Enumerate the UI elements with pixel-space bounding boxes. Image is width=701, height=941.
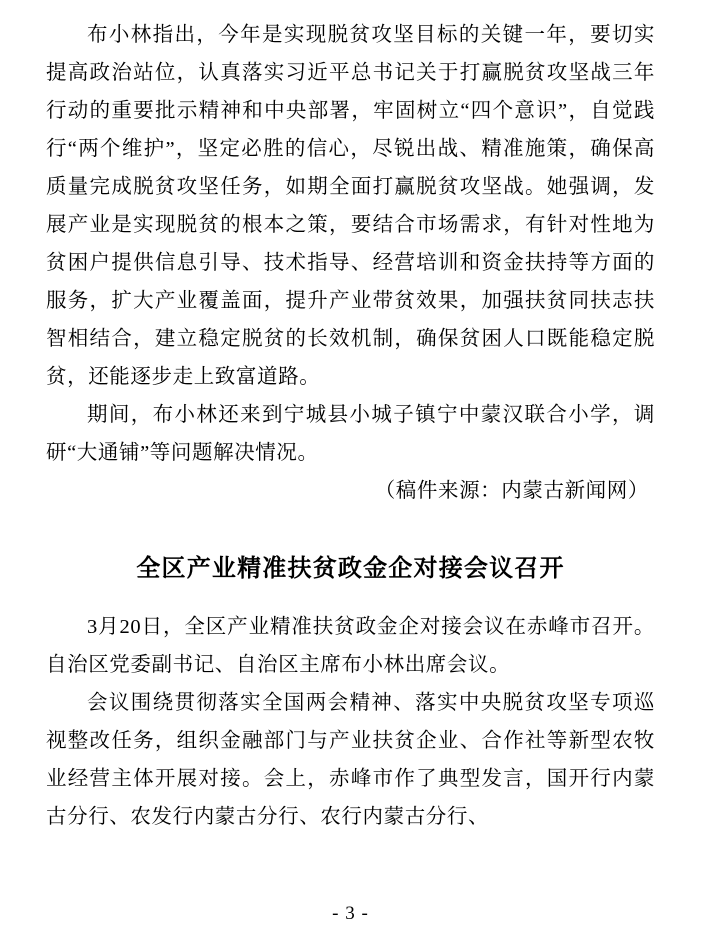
section-title: 全区产业精准扶贫政金企对接会议召开 bbox=[136, 553, 565, 582]
section-spacer bbox=[46, 510, 655, 550]
paragraph: 3月20日，全区产业精准扶贫政金企对接会议在赤峰市召开。自治区党委副书记、自治区主席布小林出席会议。 bbox=[46, 616, 655, 676]
page-number: - 3 - bbox=[332, 903, 369, 924]
source-attribution: （稿件来源：内蒙古新闻网） bbox=[374, 480, 649, 502]
paragraph: 布小林指出，今年是实现脱贫攻坚目标的关键一年，要切实提高政治站位，认真落实习近平总书记关于打赢脱贫攻坚战三年行动的重要批示精神和中央部署，牢固树立“四个意识”，自觉践行“两个维护”，坚定必胜的信心，尽锐出战、精准施策，确保高质量完成脱贫攻坚任务，如期全面打赢脱贫攻坚战。她强调，发展产业是实现脱贫的根本之策，要结合市场需求，有针对性地为贫困户提供信息引导、技术指导、经营培训和资金扶持等方面的服务，扩大产业覆盖面，提升产业带贫效果，加强扶贫同扶志扶智相结合，建立稳定脱贫的长效机制，确保贫困人口既能稳定脱贫，还能逐步走上致富道路。 bbox=[46, 24, 655, 388]
paragraph: 会议围绕贯彻落实全国两会精神、落实中央脱贫攻坚专项巡视整改任务，组织金融部门与产业扶贫企业、合作社等新型农牧业经营主体开展对接。会上，赤峰市作了典型发言，国开行内蒙古分行、农发行内蒙古分行、农行内蒙古分行、 bbox=[46, 692, 655, 828]
article-body-top bbox=[46, 16, 655, 472]
paragraph: 期间，布小林还来到宁城县小城子镇宁中蒙汉联合小学，调研“大通铺”等问题解决情况。 bbox=[46, 404, 655, 464]
article-body-bottom bbox=[46, 608, 655, 836]
title-body-spacer bbox=[46, 586, 655, 608]
